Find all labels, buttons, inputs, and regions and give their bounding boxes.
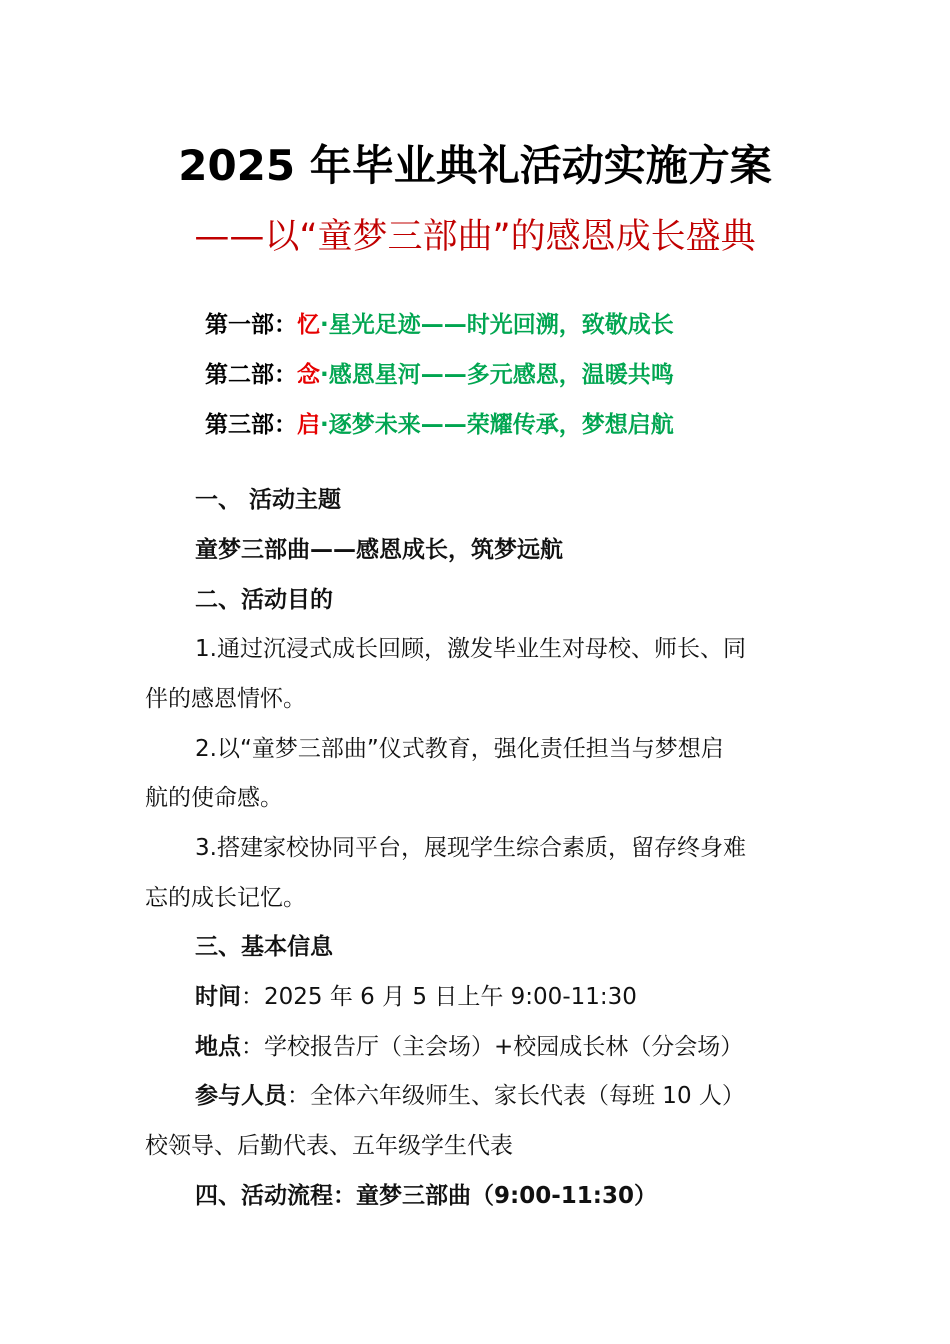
theme-text: 童梦三部曲——感恩成长，筑梦远航 bbox=[195, 537, 563, 563]
part-label: 第二部： bbox=[205, 362, 297, 388]
section-heading-info: 三、基本信息 bbox=[195, 934, 333, 960]
part-description: ·感恩星河——多元感恩，温暖共鸣 bbox=[320, 362, 674, 388]
part-label: 第三部： bbox=[205, 412, 297, 438]
part-keyword: 念 bbox=[297, 362, 320, 388]
part-description: ·星光足迹——时光回溯，致敬成长 bbox=[320, 312, 674, 338]
participants-value: ：全体六年级师生、家长代表（每班 10 人） bbox=[287, 1083, 745, 1109]
info-participants bbox=[195, 1080, 810, 1112]
time-label: 时间 bbox=[195, 984, 241, 1010]
document-subtitle: ——以“童梦三部曲”的感恩成长盛典 bbox=[194, 217, 756, 257]
info-participants-cont: 校领导、后勤代表、五年级学生代表 bbox=[145, 1133, 513, 1159]
time-value: ：2025 年 6 月 5 日上午 9:00-11:30 bbox=[241, 984, 637, 1010]
purpose-item-3-cont: 忘的成长记忆。 bbox=[145, 885, 306, 911]
section-heading-theme: 一、 活动主题 bbox=[195, 487, 342, 513]
place-value: ：学校报告厅（主会场）+校园成长林（分会场） bbox=[241, 1034, 744, 1060]
part-one bbox=[205, 309, 825, 341]
purpose-item-3: 3.搭建家校协同平台，展现学生综合素质，留存终身难 bbox=[195, 835, 746, 861]
part-two bbox=[205, 359, 825, 391]
purpose-item-2: 2.以“童梦三部曲”仪式教育，强化责任担当与梦想启 bbox=[195, 736, 724, 762]
part-keyword: 启 bbox=[297, 412, 320, 438]
part-description: ·逐梦未来——荣耀传承，梦想启航 bbox=[320, 412, 674, 438]
purpose-item-1-cont: 伴的感恩情怀。 bbox=[145, 686, 306, 712]
part-three bbox=[205, 409, 825, 441]
part-label: 第一部： bbox=[205, 312, 297, 338]
participants-label: 参与人员 bbox=[195, 1083, 287, 1109]
info-time bbox=[195, 981, 810, 1013]
section-heading-flow: 四、活动流程：童梦三部曲（9:00-11:30） bbox=[195, 1183, 657, 1209]
document-title: 2025 年毕业典礼活动实施方案 bbox=[178, 141, 772, 190]
part-keyword: 忆 bbox=[297, 312, 320, 338]
purpose-item-2-cont: 航的使命感。 bbox=[145, 785, 283, 811]
place-label: 地点 bbox=[195, 1034, 241, 1060]
section-heading-purpose: 二、活动目的 bbox=[195, 587, 333, 613]
info-place bbox=[195, 1031, 810, 1063]
purpose-item-1: 1.通过沉浸式成长回顾，激发毕业生对母校、师长、同 bbox=[195, 636, 746, 662]
